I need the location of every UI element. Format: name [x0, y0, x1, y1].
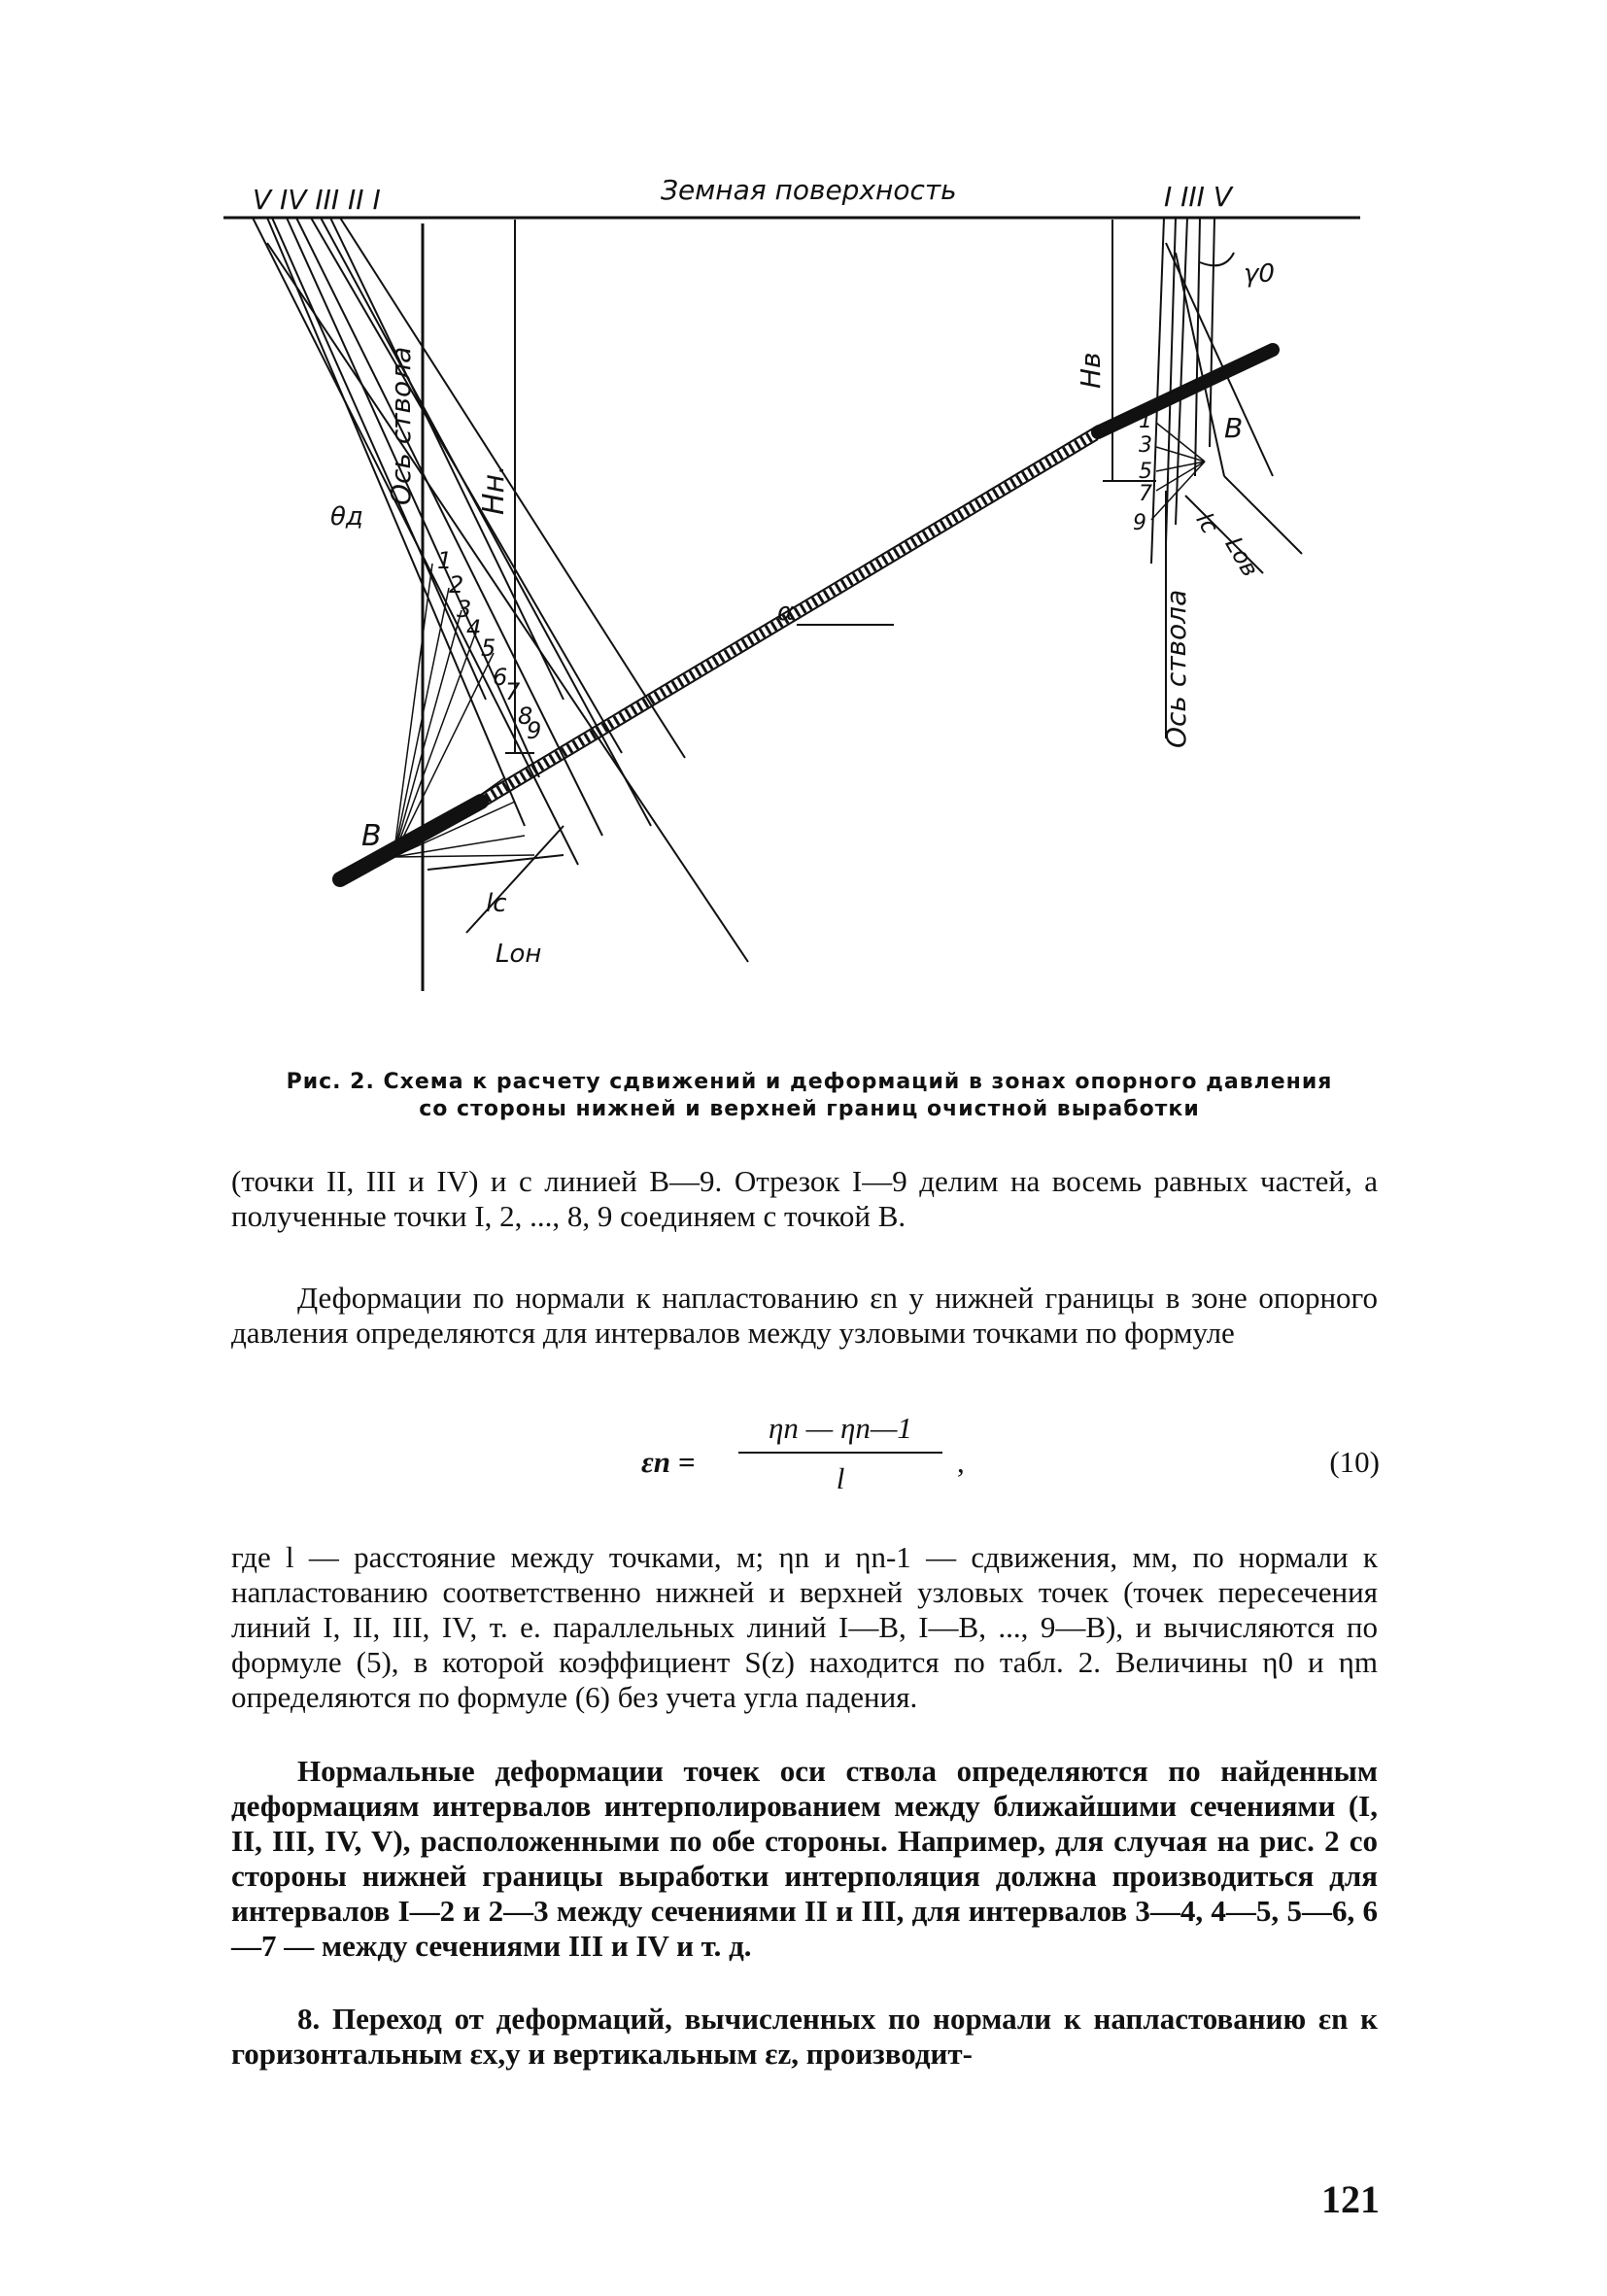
paragraph-5: 8. Переход от деформаций, вычисленных по нормали к напластованию εn к горизонтальным εx,y и вертикальным εz, производит-	[231, 2002, 1378, 2071]
angle-gamma-label: γ0	[1244, 259, 1275, 289]
formula-numerator: ηn — ηn—1	[769, 1411, 912, 1445]
paragraph-3: где l — расстояние между точками, м; ηn и ηn-1 — сдвижения, мм, по нормали к напластованию соответственно нижней и верхней узловых точек (точек пересечения линий I, II, III, IV, т. е. параллельных линий I—В, I—В, ..., 9—В), и вычисляются по формуле (5), в которой коэффициент S(z) находится по табл. 2. Величины η0 и ηm определяются по формуле (6) без учета угла падения.	[231, 1540, 1378, 1714]
page-number: 121	[1321, 2177, 1380, 2221]
deformation-scheme-figure	[194, 155, 1409, 1049]
paragraph-2: Деформации по нормали к напластованию εn у нижней границы в зоне опорного давления определяются для интервалов между узловыми точками по формуле	[231, 1281, 1378, 1350]
depth-lower-label: Hн.	[477, 464, 511, 515]
angle-theta-label: θд	[330, 502, 363, 531]
formula-fraction-bar	[738, 1452, 942, 1454]
formula-10	[544, 1411, 1399, 1527]
lc-lower-label: lс	[486, 889, 507, 918]
point-b-lower: B	[361, 819, 382, 853]
formula-comma: ,	[957, 1445, 965, 1479]
lov-upper-label: Lов	[1219, 531, 1264, 582]
caption-line-2: со стороны нижней и верхней границ очистной выработки	[419, 1097, 1200, 1121]
angle-alpha-label: α	[777, 598, 795, 627]
formula-lhs: εn =	[641, 1445, 696, 1479]
lower-point-labels: 1 2 3 4 5 6 7 8 9	[437, 547, 542, 744]
figure-caption	[231, 1069, 1387, 1123]
lc-upper-label: lс	[1190, 507, 1224, 539]
upper-point-labels: 1 3 5 7 9	[1133, 409, 1152, 535]
formula-denominator: l	[836, 1461, 845, 1495]
formula-number: (10)	[1329, 1445, 1380, 1479]
point-b-upper: B	[1224, 412, 1244, 444]
paragraph-1: (точки II, III и IV) и с линией В—9. Отрезок I—9 делим на восемь равных частей, а полученные точки I, 2, ..., 8, 9 соединяем с точкой В.	[231, 1164, 1378, 1233]
lon-lower-label: Lон	[496, 940, 542, 969]
paragraph-4: Нормальные деформации точек оси ствола определяются по найденным деформациям интервалов интерполированием между ближайшими сечениями (I, II, III, IV, V), расположенными по обе стороны. Например, для случая на рис. 2 со стороны нижней границы выработки интерполяция должна производиться для интервалов I—2 и 2—3 между сечениями II и III, для интервалов 3—4, 4—5, 5—6, 6—7 — между сечениями III и IV и т. д.	[231, 1754, 1378, 1963]
ground-surface-label: Земная поверхность	[661, 174, 957, 206]
shaft-axis-left-label: Ось ствола	[385, 346, 417, 505]
depth-upper-label: Hв	[1075, 352, 1107, 389]
shaft-axis-right-label: Ось ствола	[1160, 589, 1192, 748]
lower-section-lines	[253, 218, 748, 962]
section-labels-left: V IV III II I	[253, 184, 381, 216]
caption-line-1: Рис. 2. Схема к расчету сдвижений и деформаций в зонах опорного давления	[286, 1070, 1333, 1094]
section-labels-right: I III V	[1164, 181, 1232, 213]
